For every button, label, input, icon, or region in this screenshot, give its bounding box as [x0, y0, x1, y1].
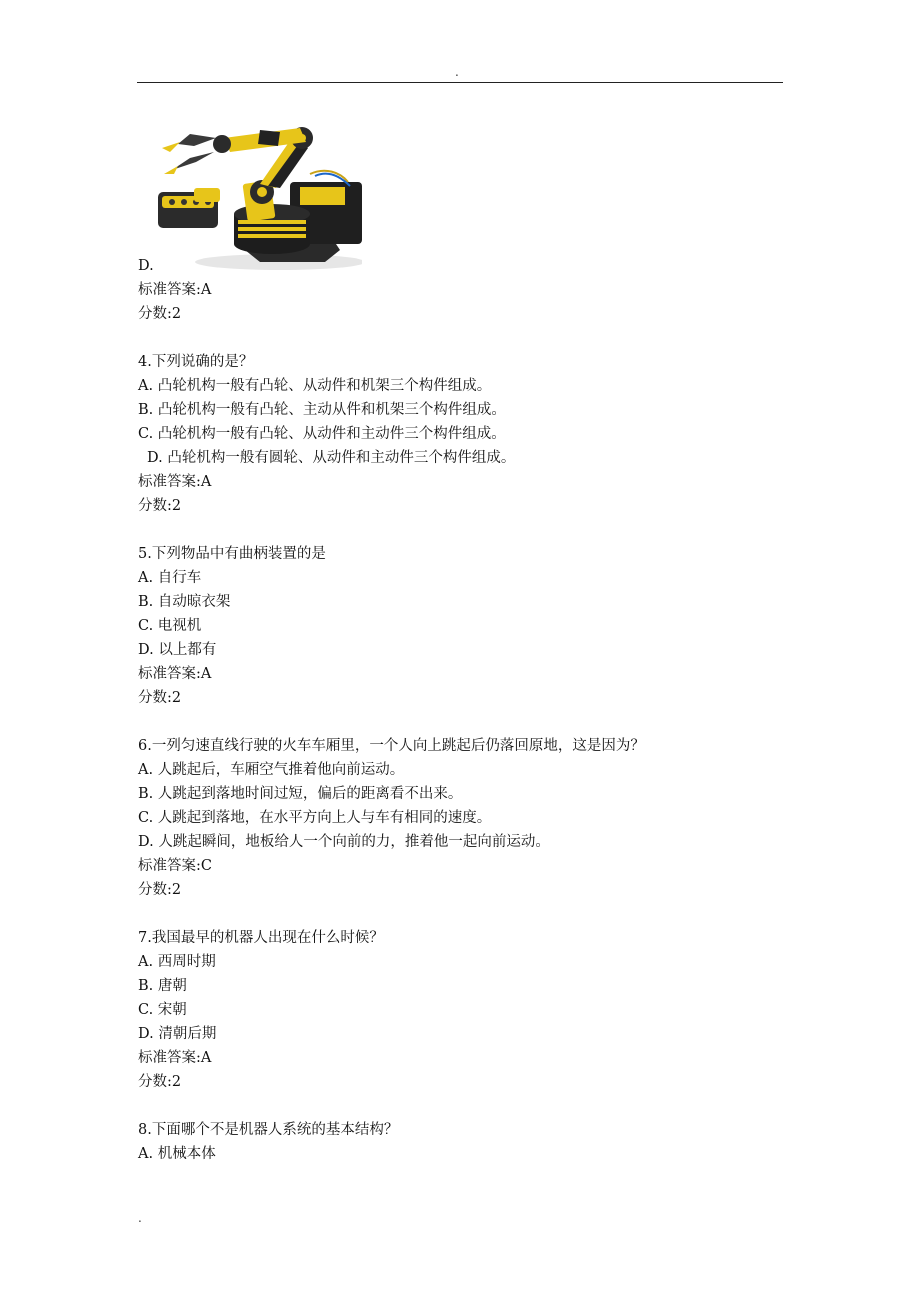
option-c: C. 宋朝: [138, 1002, 187, 1018]
question-stem: 5.下列物品中有曲柄装置的是: [138, 546, 326, 562]
option-d: D. 以上都有: [138, 642, 217, 658]
option-b: B. 凸轮机构一般有凸轮、主动从件和机架三个构件组成。: [138, 402, 506, 418]
question-stem: 4.下列说确的是？: [138, 354, 254, 370]
robot-arm-kit-photo: [150, 112, 362, 272]
option-a: A. 机械本体: [138, 1146, 216, 1162]
option-a: A. 凸轮机构一般有凸轮、从动件和机架三个构件组成。: [138, 378, 492, 394]
score: 分数:2: [138, 306, 182, 322]
question-stem: 7.我国最早的机器人出现在什么时候？: [138, 930, 384, 946]
score: 分数:2: [138, 498, 182, 514]
option-c: C. 电视机: [138, 618, 202, 634]
question-stem: 6.一列匀速直线行驶的火车车厢里，一个人向上跳起后仍落回原地，这是因为？: [138, 738, 645, 754]
question-stem: 8.下面哪个不是机器人系统的基本结构？: [138, 1122, 399, 1138]
footer-mark: .: [138, 1211, 142, 1225]
option-c: C. 凸轮机构一般有凸轮、从动件和主动件三个构件组成。: [138, 426, 506, 442]
score: 分数:2: [138, 1074, 182, 1090]
header-mark: .: [455, 65, 459, 79]
header-rule: [137, 82, 783, 83]
standard-answer: 标准答案:C: [138, 858, 212, 874]
standard-answer: 标准答案:A: [138, 666, 212, 682]
option-a: A. 自行车: [138, 570, 202, 586]
option-d: D. 凸轮机构一般有圆轮、从动件和主动件三个构件组成。: [147, 450, 516, 466]
option-d: D. 清朝后期: [138, 1026, 217, 1042]
option-b: B. 人跳起到落地时间过短，偏后的距离看不出来。: [138, 786, 463, 802]
option-a: A. 西周时期: [138, 954, 216, 970]
score: 分数:2: [138, 690, 182, 706]
standard-answer: 标准答案:A: [138, 1050, 212, 1066]
question-block: [138, 254, 818, 1166]
standard-answer: 标准答案:A: [138, 282, 212, 298]
option-a: A. 人跳起后，车厢空气推着他向前运动。: [138, 762, 405, 778]
standard-answer: 标准答案:A: [138, 474, 212, 490]
option-c: C. 人跳起到落地，在水平方向上人与车有相同的速度。: [138, 810, 492, 826]
option-b: B. 自动晾衣架: [138, 594, 231, 610]
option-d: D. 人跳起瞬间，地板给人一个向前的力，推着他一起向前运动。: [138, 834, 550, 850]
option-d-label: D.: [138, 258, 154, 274]
score: 分数:2: [138, 882, 182, 898]
option-b: B. 唐朝: [138, 978, 187, 994]
